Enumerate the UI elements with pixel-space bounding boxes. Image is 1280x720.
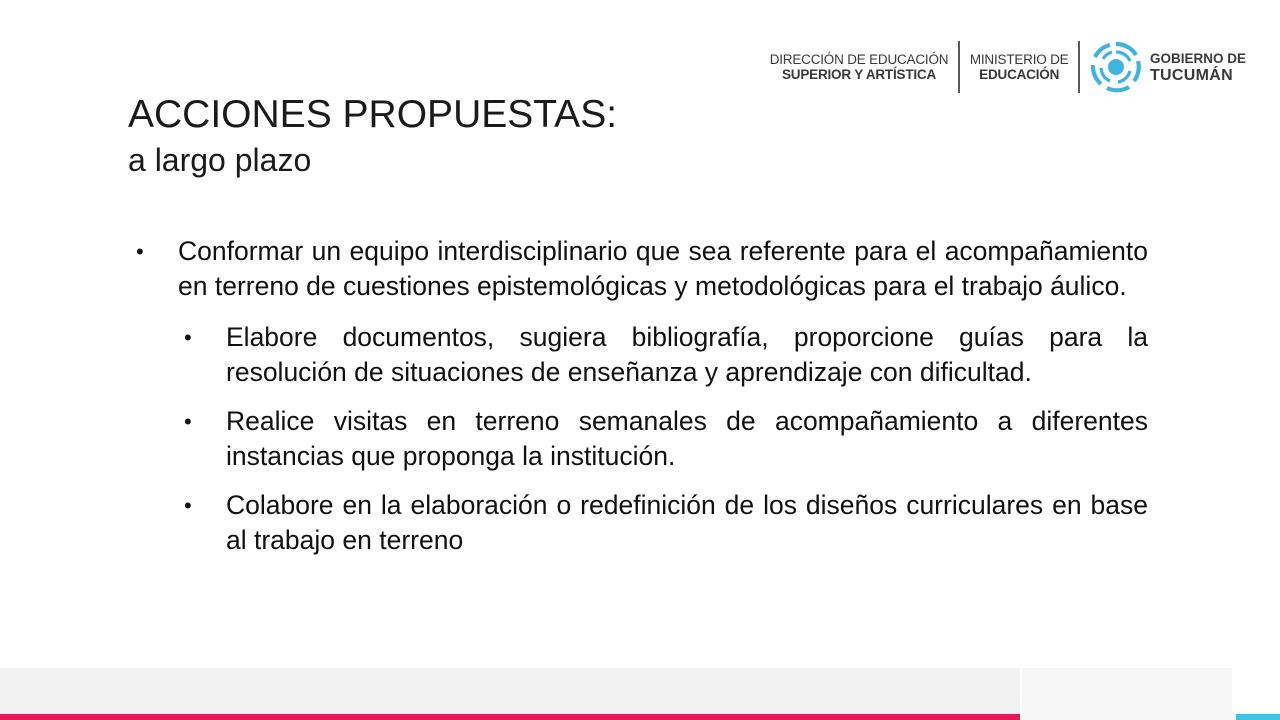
direccion-logo	[760, 52, 959, 82]
direccion-line2: SUPERIOR Y ARTÍSTICA	[781, 67, 937, 82]
ministerio-line1: MINISTERIO DE	[969, 52, 1069, 67]
institution-logos	[760, 40, 1246, 94]
gobierno-line2: TUCUMÁN	[1149, 67, 1233, 84]
footer-accent-cyan	[1236, 714, 1280, 720]
bullet-text: Realice visitas en terreno semanales de acompañamiento a diferentes instancias que proponga la institución.	[226, 406, 1148, 471]
bullet-text: Colabore en la elaboración o redefinición de los diseños curriculares en base al trabajo en terreno	[226, 490, 1148, 555]
bullet-icon: •	[184, 325, 192, 350]
bullet-text: Conformar un equipo interdisciplinario que sea referente para el acompañamiento en terreno de cuestiones epistemológicas y metodológicas para el trabajo áulico.	[178, 236, 1148, 301]
sub-bullet-item	[128, 320, 1148, 390]
bullet-item	[128, 234, 1148, 304]
footer-band-right	[1022, 668, 1232, 720]
direccion-line1: DIRECCIÓN DE EDUCACIÓN	[769, 52, 949, 67]
sub-bullet-item	[128, 488, 1148, 558]
sub-bullet-item	[128, 404, 1148, 474]
bullet-icon: •	[184, 409, 192, 434]
ministerio-logo	[960, 52, 1079, 82]
bullet-icon: •	[184, 493, 192, 518]
bullet-list	[128, 234, 1148, 558]
sun-emblem-icon	[1090, 41, 1142, 93]
gobierno-line1: GOBIERNO DE	[1149, 51, 1246, 66]
bullet-text: Elabore documentos, sugiera bibliografía, proporcione guías para la resolución de situaciones de enseñanza y aprendizaje con dificultad.	[226, 322, 1148, 387]
ministerio-line2: EDUCACIÓN	[979, 67, 1060, 82]
gobierno-logo	[1080, 41, 1246, 93]
bullet-icon: •	[136, 239, 144, 264]
slide-subtitle: a largo plazo	[128, 142, 312, 178]
slide-title: ACCIONES PROPUESTAS:	[128, 93, 618, 136]
footer-band	[0, 668, 1020, 714]
footer-accent-red	[0, 714, 1020, 720]
